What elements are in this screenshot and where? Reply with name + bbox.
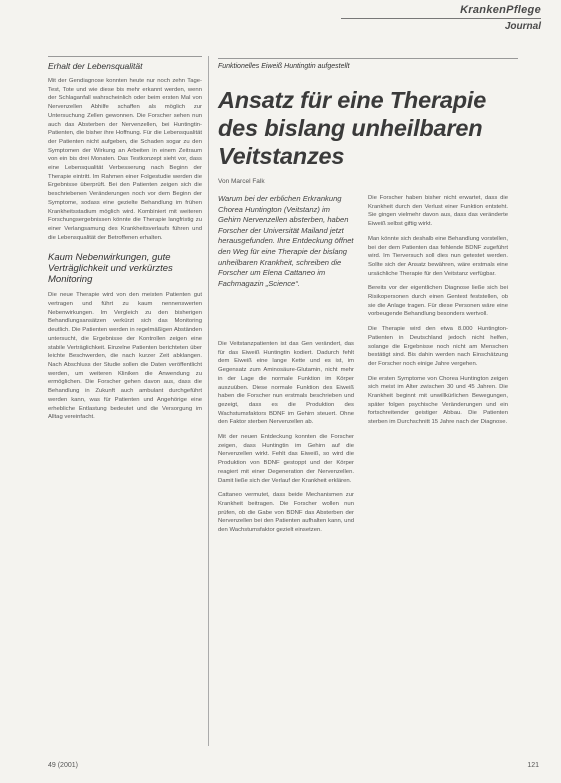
article-abstract: Warum bei der erblichen Erkrankung Chorea Huntington (Veitstanz) im Gehirn Nervenzellen absterben, haben Forscher der Universität Mailand jetzt herausgefunden. Ihre Entdeckung öffnet den Weg für eine Therapie der bislang unheilbaren Krankheit, schreiben die Forscher um Elena Cattaneo im Fachmagazin „Science“. [218,194,354,288]
journal-subtitle: Journal [504,21,541,32]
left-paragraph-2: Die neue Therapie wird von den meisten Patienten gut vertragen und führt zu kaum nennenswerten Nebenwirkungen. Im Vergleich zu den bisherigen Behandlungsansätzen verkürzt sich das Monitoring deutlich. Die Patienten werden in regelmäßigen Abständen untersucht, die Ergebnisse der Kontrollen zeigen eine stabile Verträglichkeit. Einzelne Patienten berichteten über leichte Beschwerden, die nach kurzer Zeit abklangen. Nach Abschluss der Studie sollen die Daten veröffentlicht werden, um weiteren Kliniken die Anwendung zu ermöglichen. Die Forscher gehen davon aus, dass die Behandlung in Zukunft auch ambulant durchgeführt werden kann, was für Patienten und Angehörige eine erhebliche Entlastung bedeutet und die Versorgung im Alltag vereinfacht. [48,292,202,421]
article-paragraph: Die Therapie wird den etwa 8.000 Huntington-Patienten in Deutschland jedoch nicht helfen, solange die Ergebnisse noch nicht am Menschen bestätigt sind. Bis dahin werden nach Einschätzung der Forscher noch einige Jahre vergehen. [368,326,508,367]
article-paragraph: Die Veitstanzpatienten ist das Gen verändert, das für das Eiweiß Huntingtin kodiert. Dadurch fehlt dem Eiweiß eine lange Kette und es ist, im Gegensatz zum Aminosäure-Glutamin, nicht mehr in der Lage die normale Funktion im Körper auszuüben. Diese normale Funktion des Eiweiß haben die Forscher nun erstmals beschrieben und gezeigt, dass es die Produktion des Wachstumsfaktors BDNF im Gehirn steuert. Ohne den Faktor sterben Nervenzellen ab. [218,341,354,426]
header-rule [341,18,541,19]
left-heading-2: Kaum Nebenwirkungen, gute Verträglichkeit und verkürztes Monitoring [48,252,173,286]
column-divider [208,56,209,746]
article-paragraph: Cattaneo vermutet, dass beide Mechanismen zur Krankheit beitragen. Die Forscher wollen nun prüfen, ob die Gabe von BDNF das Absterben der Nervenzellen bei den Patienten aufhalten kann, und den Wachstumsfaktor gezielt einsetzen. [218,492,354,534]
article-byline: Von Marcel Falk [218,178,265,185]
article-paragraph: Die ersten Symptome von Chorea Huntington zeigen sich meist im Alter zwischen 30 und 45 Jahren. Die Krankheit beginnt mit unwillkürlichen Bewegungen, später folgen psychische Veränderungen und ein fortschreitender geistiger Abbau. Die Patienten sterben im Durchschnitt 15 Jahre nach der Diagnose. [368,375,508,426]
left-column [48,56,202,422]
issue-number: 49 (2001) [48,762,78,769]
article-paragraph: Bereits vor der eigentlichen Diagnose ließe sich bei Risikopersonen durch einen Gentest feststellen, ob sie die Anlage tragen. Für diese Personen wäre eine vorbeugende Behandlung besonders wertvoll. [368,285,508,318]
article-title: Ansatz für eine Therapie des bislang unheilbaren Veitstanzes [218,87,487,169]
article-kicker: Funktionelles Eiweiß Huntingtin aufgestellt [218,58,518,70]
article-paragraph: Mit der neuen Entdeckung konnten die Forscher zeigen, dass Huntingtin im Gehirn auf die Nervenzellen wirkt. Fehlt das Eiweiß, so wird die Produktion von BDNF gestoppt und der Körper reagiert mit einer Degeneration der Nervenzellen. Damit ließe sich der Verlauf der Krankheit erklären. [218,434,354,484]
page-number: 121 [527,762,539,769]
article-paragraph: Die Forscher haben bisher nicht erwartet, dass die Krankheit durch den Verlust einer Funktion entsteht. Sie gingen vielmehr davon aus, dass das veränderte Eiweiß selbst giftig wirkt. [368,195,508,228]
journal-header [341,4,541,32]
left-paragraph-1: Mit der Gendiagnose konnten heute nur noch zehn Tage-Test, Tote und wie diese bis mehr erkannt werden, wenn der Schlaganfall wahrscheinlich oder beim ersten Mal von Nervenzellen Abhilfe schaffen als möglich zur Untersuchung Zellen gewonnen. Die Forscher sehen nun auch das Absterben der Nervenzellen, bei Huntingtin-Patienten, die bisher ihre Hoffnung. Für die Lebensqualität der Patienten nicht aufgeben, die Schaden sogar zu den Symptomen der Wirkung an Arbeiten in einem Zeitraum von ein bis drei Monaten. Das Testkonzept sieht vor, dass eine Lebensqualität Verbesserung nach Beginn der Therapie eintritt. Im Rahmen einer Folgestudie werden die Ergebnisse überprüft. Bei den Patienten zeigen sich die beschriebenen Veränderungen noch vor dem Beginn der Symptome, sodass eine gezielte Behandlung im frühen Krankheitsstadium möglich wird. Kombiniert mit weiteren Forschungsergebnissen könnte die Therapie langfristig zu einer Verlangsamung des Krankheitsverlaufs führen und die Lebensqualität der Betroffenen erhalten. [48,78,202,241]
left-heading-1: Erhalt der Lebensqualität [48,56,202,71]
article-paragraph: Man könnte sich deshalb eine Behandlung vorstellen, bei der dem Patienten das fehlende BDNF zugeführt wird. Im Tierversuch soll dies nun getestet werden. Sollte sich der Ansatz bewähren, wäre erstmals eine ursächliche Therapie für den Veitstanz verfügbar. [368,235,508,277]
article-column-middle [218,340,354,541]
article-column-right [368,194,508,433]
journal-name: KrankenPflege [460,4,541,16]
